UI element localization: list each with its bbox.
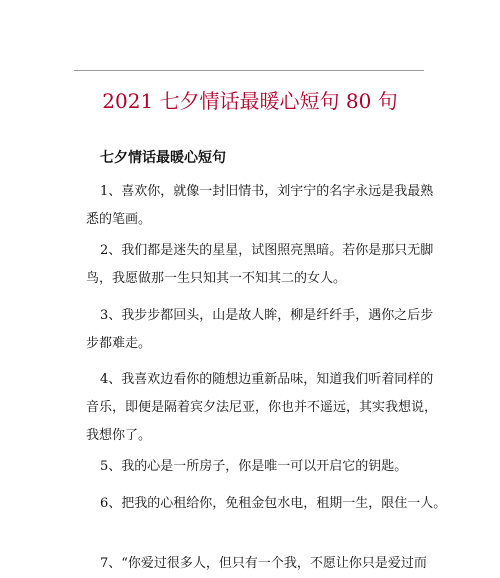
paragraph-5: [100, 453, 422, 481]
section-heading: 七夕情话最暖心短句: [100, 150, 226, 166]
paragraph-line: 5、我的心是一所房子，你是唯一可以开启它的钥匙。: [100, 459, 408, 474]
document-title: 2021 七夕情话最暖心短句 80 句: [102, 89, 398, 113]
paragraph-6: [100, 490, 447, 518]
paragraph-line: 6、把我的心租给你，免租金包水电，租期一生，限住一人。: [100, 496, 447, 511]
paragraph-line: 悉的笔画。: [86, 212, 152, 227]
paragraph-line: 7、“你爱过很多人，但只有一个我，不愿让你只是爱过而: [100, 556, 427, 571]
paragraph-4: [86, 366, 438, 450]
header-rule: [74, 70, 424, 71]
paragraph-line: 2、我们都是迷失的星星，试图照亮黑暗。若你是那只无脚: [100, 243, 434, 258]
paragraph-line: 1、喜欢你，就像一封旧情书，刘宇宁的名字永远是我最熟: [100, 184, 434, 199]
paragraph-1: [86, 178, 434, 234]
paragraph-line: 4、我喜欢边看你的随想边重新品味，知道我们听着同样的: [100, 372, 434, 387]
paragraph-3: [86, 302, 434, 358]
paragraph-2: [86, 237, 434, 293]
paragraph-line: 3、我步步都回头，山是故人眸，柳是纤纤手，遇你之后步: [100, 308, 434, 323]
paragraph-line: 步都难走。: [86, 336, 152, 351]
paragraph-7: [100, 550, 427, 578]
paragraph-line: 我想你了。: [86, 428, 152, 443]
paragraph-line: 鸟，我愿做那一生只知其一不知其二的女人。: [86, 271, 347, 286]
paragraph-line: 音乐，即便是隔着宾夕法尼亚，你也并不遥远，其实我想说，: [86, 400, 438, 415]
